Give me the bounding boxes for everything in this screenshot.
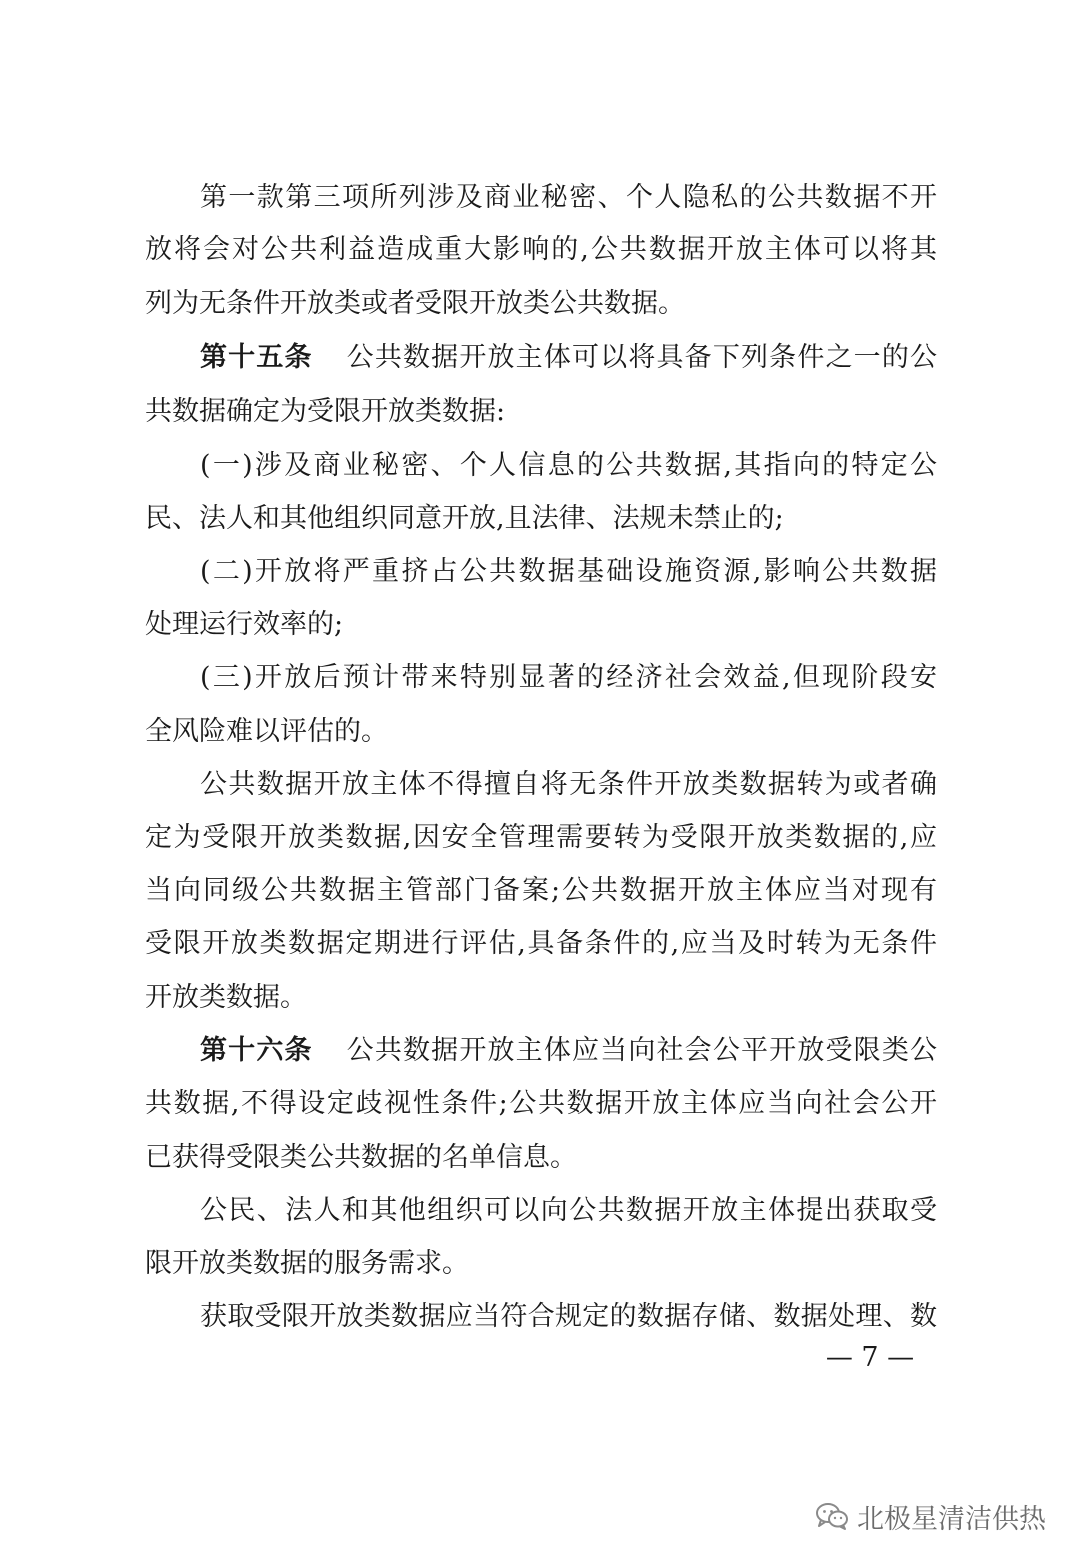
paragraph-line: 获取受限开放类数据应当符合规定的数据存储、数据处理、数 [200, 1301, 937, 1332]
paragraph-line: (三)开放后预计带来特别显著的经济社会效益,但现阶段安 [200, 662, 937, 693]
article-16-heading [200, 1031, 937, 1071]
wechat-icon [815, 1501, 849, 1531]
article-15-heading [200, 338, 937, 378]
paragraph-line: 民、法人和其他组织同意开放,且法律、法规未禁止的; [145, 503, 784, 534]
paragraph-line: 第一款第三项所列涉及商业秘密、个人隐私的公共数据不开 [200, 182, 937, 213]
watermark [815, 1496, 1046, 1536]
page-number: — 7 — [825, 1342, 915, 1373]
paragraph-line: 公共数据开放主体不得擅自将无条件开放类数据转为或者确 [200, 769, 937, 800]
paragraph-line: (二)开放将严重挤占公共数据基础设施资源,影响公共数据 [200, 556, 937, 587]
paragraph-line: 共数据确定为受限开放类数据: [145, 396, 506, 427]
paragraph-line: 全风险难以评估的。 [145, 716, 388, 747]
article-16-label: 第十六条 [200, 1035, 313, 1066]
paragraph-line: 限开放类数据的服务需求。 [145, 1248, 469, 1279]
paragraph-line: (一)涉及商业秘密、个人信息的公共数据,其指向的特定公 [200, 450, 937, 481]
paragraph-line: 当向同级公共数据主管部门备案;公共数据开放主体应当对现有 [145, 875, 937, 906]
paragraph-line: 公民、法人和其他组织可以向公共数据开放主体提出获取受 [200, 1195, 937, 1226]
paragraph-text: 公共数据开放主体应当向社会公平开放受限类公 [346, 1035, 937, 1066]
paragraph-line: 受限开放类数据定期进行评估,具备条件的,应当及时转为无条件 [145, 928, 937, 959]
paragraph-line: 列为无条件开放类或者受限开放类公共数据。 [145, 288, 685, 319]
paragraph-text: 公共数据开放主体可以将具备下列条件之一的公 [346, 342, 937, 373]
paragraph-line: 处理运行效率的; [145, 609, 344, 640]
paragraph-line: 共数据,不得设定歧视性条件;公共数据开放主体应当向社会公开 [145, 1088, 937, 1119]
paragraph-line: 已获得受限类公共数据的名单信息。 [145, 1142, 577, 1173]
paragraph-line: 定为受限开放类数据,因安全管理需要转为受限开放类数据的,应 [145, 822, 937, 853]
article-15-label: 第十五条 [200, 342, 313, 373]
paragraph-line: 放将会对公共利益造成重大影响的,公共数据开放主体可以将其 [145, 234, 937, 265]
watermark-text: 北极星清洁供热 [857, 1503, 1046, 1535]
paragraph-line: 开放类数据。 [145, 982, 307, 1013]
